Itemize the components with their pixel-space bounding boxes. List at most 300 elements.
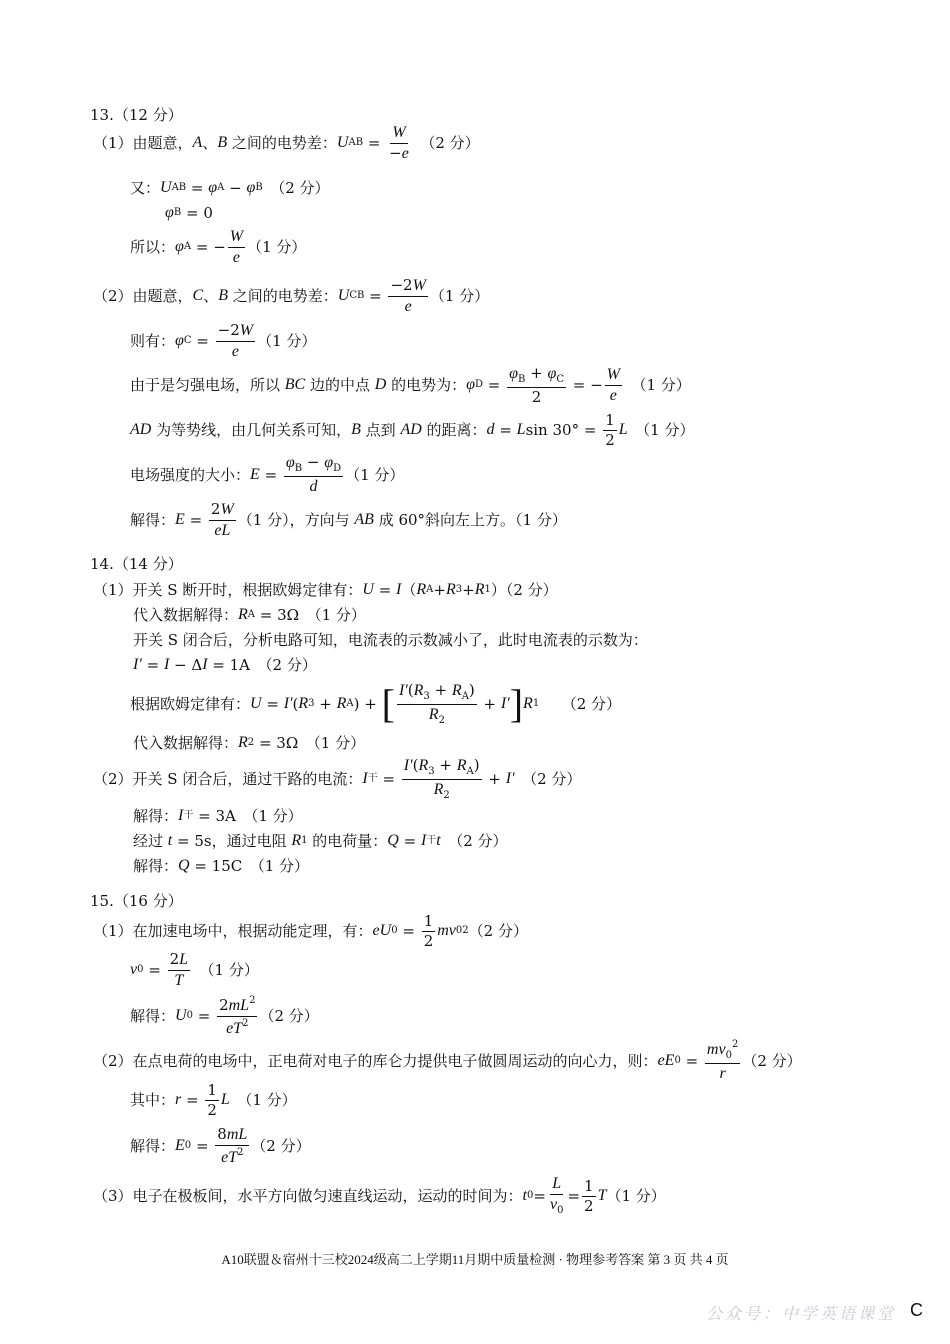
fraction bbox=[228, 229, 245, 266]
denominator bbox=[205, 1101, 219, 1118]
math-symbol: W bbox=[412, 276, 426, 294]
answer-line bbox=[133, 604, 366, 626]
subscript: AB bbox=[348, 137, 364, 148]
denominator bbox=[172, 971, 185, 989]
fraction bbox=[209, 499, 236, 539]
math-symbol: E bbox=[250, 466, 260, 483]
fraction bbox=[387, 125, 411, 162]
text: = bbox=[192, 1006, 216, 1025]
math-symbol: U bbox=[336, 134, 349, 151]
math-symbol: E bbox=[175, 511, 185, 528]
fraction bbox=[397, 680, 477, 726]
subscript: 3 bbox=[455, 584, 463, 595]
text: （2 分） bbox=[539, 694, 622, 713]
math-symbol: eL bbox=[214, 521, 231, 539]
subscript: CB bbox=[349, 290, 365, 301]
text: = bbox=[373, 580, 397, 599]
math-symbol: eE bbox=[657, 1052, 675, 1069]
subscript: 0 bbox=[455, 925, 463, 936]
text: 经过 bbox=[133, 831, 168, 850]
fraction bbox=[168, 949, 190, 989]
answer-line bbox=[130, 363, 691, 406]
math-symbol: mL bbox=[226, 1125, 248, 1143]
subscript: 2 bbox=[438, 714, 445, 726]
text: 、 bbox=[202, 133, 218, 152]
text: = bbox=[483, 375, 506, 394]
numerator bbox=[402, 755, 482, 780]
text: = bbox=[261, 694, 284, 713]
text: = bbox=[377, 769, 400, 788]
denominator bbox=[432, 780, 452, 801]
text: （ bbox=[401, 580, 417, 599]
answer-line bbox=[130, 227, 307, 266]
numerator bbox=[550, 1176, 563, 1195]
answer-line bbox=[130, 1124, 311, 1166]
math-symbol: I′ bbox=[505, 770, 515, 787]
text: = 0 bbox=[181, 203, 213, 222]
text: ）（2 分） bbox=[490, 580, 558, 599]
math-symbol: I′ bbox=[398, 681, 408, 699]
text: = bbox=[363, 133, 386, 152]
math-symbol: W bbox=[229, 227, 244, 245]
math-symbol: I′ bbox=[403, 756, 413, 774]
page-footer: A10联盟＆宿州十三校2024级高二上学期11月期中质量检测 · 物理参考答案 第 3 页 共 4 页 bbox=[221, 1252, 729, 1267]
math-symbol: R bbox=[413, 681, 424, 699]
text: 解得： bbox=[130, 1006, 176, 1025]
text: （2 分） bbox=[251, 1136, 311, 1155]
answer-line bbox=[93, 755, 582, 801]
math-symbol: e bbox=[231, 342, 239, 360]
subscript: A bbox=[217, 182, 225, 193]
subscript: B bbox=[173, 207, 182, 218]
math-symbol: eT bbox=[221, 1148, 238, 1166]
text: 1 bbox=[423, 911, 434, 930]
text: （1 分） bbox=[229, 1090, 297, 1109]
text: = bbox=[533, 1186, 546, 1205]
math-symbol: BC bbox=[284, 376, 306, 393]
math-symbol: R bbox=[336, 695, 347, 712]
text: （1）在加速电场中，根据动能定理，有： bbox=[93, 921, 373, 940]
answer-line bbox=[130, 1080, 297, 1119]
text: = bbox=[186, 178, 209, 197]
fraction bbox=[605, 367, 622, 404]
answer-line bbox=[130, 410, 695, 449]
text: − bbox=[389, 143, 402, 162]
answer-line bbox=[133, 805, 303, 827]
math-symbol: v bbox=[549, 1196, 558, 1213]
text: 根据欧姆定律有： bbox=[130, 694, 251, 713]
math-symbol: t bbox=[436, 832, 441, 849]
text: （2）在点电荷的电场中，正电荷对电子的库仑力提供电子做圆周运动的向心力，则： bbox=[93, 1051, 658, 1070]
math-symbol: T bbox=[597, 1187, 607, 1204]
math-symbol: mL bbox=[228, 996, 250, 1014]
text: = − bbox=[191, 237, 226, 256]
subscript: A bbox=[247, 609, 256, 620]
text: = bbox=[141, 655, 164, 674]
text: = bbox=[181, 1090, 204, 1109]
math-symbol: R bbox=[291, 832, 302, 849]
math-symbol: W bbox=[392, 123, 406, 141]
corner-mark: C bbox=[910, 1300, 923, 1320]
math-symbol: φ bbox=[547, 364, 557, 382]
subscript: B bbox=[294, 463, 303, 474]
text: −2 bbox=[217, 320, 240, 339]
answer-line bbox=[93, 579, 558, 601]
text: ( bbox=[407, 680, 414, 699]
text: 15.（16 分） bbox=[90, 891, 183, 910]
math-symbol: L bbox=[618, 421, 628, 438]
math-symbol: e bbox=[232, 248, 241, 266]
text: = bbox=[397, 921, 420, 940]
math-symbol: AD bbox=[130, 421, 152, 438]
text: 、 bbox=[203, 286, 219, 305]
numerator bbox=[216, 320, 255, 342]
math-symbol: φ bbox=[324, 454, 334, 471]
numerator bbox=[228, 229, 245, 248]
answer-line bbox=[130, 994, 319, 1037]
text: 14.（14 分） bbox=[90, 554, 183, 573]
text: （1 分） bbox=[247, 237, 307, 256]
fraction bbox=[603, 410, 617, 449]
superscript: 2 bbox=[237, 1146, 244, 1158]
subscript: 0 bbox=[725, 1050, 732, 1061]
answer-line bbox=[133, 855, 309, 877]
text: = bbox=[494, 420, 517, 439]
text: （1 分） bbox=[429, 286, 490, 305]
math-symbol: Q bbox=[387, 832, 399, 849]
text: 解得： bbox=[133, 806, 179, 825]
math-symbol: I bbox=[163, 656, 170, 673]
subscript: 1 bbox=[532, 698, 540, 709]
superscript: 2 bbox=[242, 1017, 249, 1029]
text: 2 bbox=[169, 949, 180, 968]
text: （1 分） bbox=[345, 465, 405, 484]
text: 的距离： bbox=[421, 420, 487, 439]
subscript: 0 bbox=[527, 1190, 534, 1201]
text: = bbox=[680, 1051, 703, 1070]
text: （3）电子在极板间，水平方向做匀速直线运动，运动的时间为： bbox=[93, 1186, 523, 1205]
text: + bbox=[434, 755, 457, 774]
text: 2 bbox=[423, 931, 434, 950]
text: 13.（12 分） bbox=[90, 105, 183, 124]
math-symbol: d bbox=[309, 478, 318, 495]
math-symbol: I′ bbox=[133, 656, 142, 673]
subscript: 1 bbox=[484, 584, 491, 595]
text: ) bbox=[468, 680, 475, 699]
text: 点到 bbox=[360, 420, 401, 439]
subscript: 3 bbox=[423, 690, 430, 702]
subscript: 干 bbox=[183, 810, 194, 821]
text: （1 分） bbox=[627, 420, 695, 439]
math-symbol: B bbox=[351, 421, 361, 438]
text: = bbox=[398, 831, 421, 850]
fraction bbox=[507, 363, 566, 406]
fraction bbox=[705, 1040, 740, 1082]
fraction bbox=[205, 1080, 219, 1119]
math-symbol: R bbox=[523, 695, 533, 712]
math-symbol: I bbox=[420, 832, 427, 849]
answer-line bbox=[93, 1175, 666, 1216]
math-symbol: φ bbox=[175, 238, 184, 255]
math-symbol: T bbox=[174, 971, 184, 989]
subscript: 干 bbox=[426, 835, 437, 846]
answer-line bbox=[130, 949, 259, 989]
fraction bbox=[548, 1176, 565, 1216]
numerator bbox=[217, 996, 257, 1017]
subscript: AB bbox=[171, 182, 187, 193]
math-symbol: R bbox=[456, 756, 467, 774]
text: = bbox=[184, 510, 207, 529]
subscript: A bbox=[426, 584, 434, 595]
subscript: 0 bbox=[137, 964, 144, 975]
text: 的电势为： bbox=[386, 375, 467, 394]
text: 为等势线，由几何关系可知， bbox=[151, 420, 352, 439]
subscript: 0 bbox=[674, 1055, 681, 1066]
text: 又： bbox=[130, 178, 161, 197]
answer-line bbox=[133, 830, 508, 852]
answer-line bbox=[93, 275, 490, 315]
numerator bbox=[168, 949, 190, 971]
superscript: 2 bbox=[249, 994, 256, 1006]
text: = 3A （1 分） bbox=[193, 806, 303, 825]
text: 其中： bbox=[130, 1090, 176, 1109]
numerator bbox=[705, 1040, 740, 1064]
answer-line bbox=[130, 680, 622, 726]
subscript: 1 bbox=[301, 835, 308, 846]
text: = 3Ω （1 分） bbox=[254, 733, 366, 752]
denominator bbox=[548, 1195, 565, 1216]
text: 2 bbox=[210, 499, 221, 518]
watermark: 公众号：中学英语课堂 bbox=[706, 1304, 897, 1323]
math-symbol: φ bbox=[165, 204, 174, 221]
denominator bbox=[403, 297, 414, 315]
math-symbol: U bbox=[175, 1007, 187, 1024]
math-symbol: L bbox=[179, 950, 189, 968]
text: ) bbox=[473, 755, 480, 774]
answer-line bbox=[93, 1039, 802, 1082]
text: + bbox=[525, 363, 548, 382]
text: （2 分） bbox=[742, 1051, 802, 1070]
text: （2 分） bbox=[412, 133, 480, 152]
bracket: [ bbox=[381, 681, 395, 726]
subscript: 0 bbox=[186, 1010, 193, 1021]
superscript: 2 bbox=[731, 1039, 739, 1050]
subscript: B bbox=[255, 182, 263, 193]
text: （2）由题意， bbox=[93, 286, 193, 305]
math-symbol: R bbox=[418, 756, 429, 774]
text: （1）由题意， bbox=[93, 133, 193, 152]
text: （1 分） bbox=[192, 960, 259, 979]
denominator bbox=[231, 248, 242, 266]
math-symbol: W bbox=[606, 365, 620, 383]
subscript: A bbox=[466, 765, 474, 777]
text: 由于是匀强电场，所以 bbox=[130, 375, 285, 394]
math-symbol: R bbox=[416, 581, 427, 598]
text: 则有： bbox=[130, 331, 176, 350]
math-symbol: B bbox=[218, 287, 229, 304]
answer-line bbox=[130, 320, 317, 360]
text: （2）开关 S 闭合后，通过干路的电流： bbox=[93, 769, 363, 788]
denominator bbox=[427, 705, 447, 726]
math-symbol: φ bbox=[175, 332, 184, 349]
math-symbol: I bbox=[362, 770, 368, 787]
denominator bbox=[212, 521, 232, 539]
subscript: D bbox=[474, 379, 484, 390]
math-symbol: t bbox=[167, 832, 173, 849]
text: 的电荷量： bbox=[307, 831, 388, 850]
text: ( bbox=[292, 694, 299, 713]
text: −2 bbox=[390, 275, 413, 294]
text: = 5s，通过电阻 bbox=[172, 831, 292, 850]
math-symbol: R bbox=[445, 581, 456, 598]
text: = bbox=[259, 465, 282, 484]
text: （1）开关 S 断开时，根据欧姆定律有： bbox=[93, 580, 363, 599]
text: = bbox=[143, 960, 166, 979]
math-symbol: R bbox=[428, 705, 439, 723]
bracket: ] bbox=[509, 681, 524, 726]
math-symbol: R bbox=[238, 606, 248, 623]
math-symbol: R bbox=[298, 695, 309, 712]
text: 电场强度的大小： bbox=[130, 465, 251, 484]
answer-line bbox=[133, 732, 365, 754]
text: + bbox=[433, 580, 446, 599]
subscript: 3 bbox=[428, 765, 435, 777]
text: 解得： bbox=[130, 510, 176, 529]
math-symbol: R bbox=[433, 780, 444, 798]
subscript: B bbox=[517, 373, 526, 385]
text: （2 分） bbox=[468, 921, 528, 940]
math-symbol: B bbox=[217, 134, 228, 151]
answer-line bbox=[90, 890, 183, 912]
text: 解得： bbox=[130, 1136, 176, 1155]
math-symbol: φ bbox=[466, 376, 475, 393]
math-symbol: e bbox=[401, 144, 409, 162]
math-symbol: t bbox=[522, 1187, 527, 1204]
denominator bbox=[603, 431, 617, 448]
math-symbol: e bbox=[609, 386, 617, 404]
text: 1 bbox=[605, 410, 615, 429]
answer-line bbox=[93, 911, 528, 950]
math-symbol: I bbox=[396, 581, 402, 598]
subscript: 0 bbox=[557, 1205, 564, 1216]
text: sin 30° = bbox=[525, 420, 602, 439]
denominator bbox=[530, 388, 544, 405]
fraction bbox=[217, 996, 257, 1037]
math-symbol: W bbox=[239, 321, 254, 339]
text: = 1A （2 分） bbox=[207, 655, 317, 674]
math-symbol: I′ bbox=[283, 695, 293, 712]
answer-line bbox=[133, 629, 648, 651]
subscript: C bbox=[556, 373, 564, 385]
numerator bbox=[507, 363, 566, 388]
math-symbol: R bbox=[474, 581, 485, 598]
text: （1 分），方向与 bbox=[237, 510, 355, 529]
text: = bbox=[364, 286, 387, 305]
subscript: 0 bbox=[184, 1140, 192, 1151]
text: （1 分） bbox=[257, 331, 317, 350]
answer-line bbox=[130, 499, 567, 539]
text: + bbox=[483, 769, 506, 788]
text: − bbox=[302, 453, 325, 471]
math-symbol: AD bbox=[400, 421, 422, 438]
subscript: D bbox=[333, 463, 342, 474]
math-symbol: U bbox=[160, 179, 172, 196]
math-symbol: e bbox=[404, 297, 412, 315]
denominator bbox=[422, 932, 436, 949]
text: − bbox=[224, 178, 247, 197]
superscript: 2 bbox=[462, 925, 469, 936]
text: 2 bbox=[605, 430, 615, 449]
math-symbol: φ bbox=[208, 179, 218, 196]
math-symbol: R bbox=[451, 681, 462, 699]
fraction bbox=[215, 1124, 249, 1166]
text: ( bbox=[412, 755, 419, 774]
fraction bbox=[388, 275, 427, 315]
math-symbol: φ bbox=[509, 364, 518, 382]
text: 成 60°斜向左上方。（1 分） bbox=[373, 510, 567, 529]
math-symbol: U bbox=[250, 695, 262, 712]
text: 所以： bbox=[130, 237, 176, 256]
numerator bbox=[388, 275, 427, 297]
answer-line bbox=[90, 104, 183, 126]
text: = 3Ω （1 分） bbox=[255, 605, 366, 624]
text: + bbox=[429, 680, 452, 699]
denominator bbox=[582, 1197, 596, 1214]
text: = bbox=[567, 1186, 581, 1205]
denominator bbox=[387, 144, 411, 162]
numerator bbox=[284, 455, 343, 477]
answer-line bbox=[130, 453, 405, 495]
numerator bbox=[605, 367, 622, 386]
math-symbol: AB bbox=[354, 511, 374, 528]
answer-line bbox=[165, 202, 213, 224]
answer-line bbox=[133, 654, 317, 676]
text: = − bbox=[567, 375, 603, 394]
subscript: A bbox=[183, 241, 192, 252]
text: 代入数据解得： bbox=[133, 605, 239, 624]
numerator bbox=[397, 680, 477, 705]
denominator bbox=[718, 1064, 728, 1082]
subscript: 2 bbox=[247, 737, 255, 748]
math-symbol: d bbox=[486, 421, 495, 438]
subscript: 2 bbox=[443, 789, 450, 801]
math-symbol: Q bbox=[178, 857, 190, 874]
denominator bbox=[608, 386, 619, 404]
text: = bbox=[191, 331, 214, 350]
subscript: 3 bbox=[308, 698, 315, 709]
math-symbol: A bbox=[192, 134, 203, 151]
text: 边的中点 bbox=[305, 375, 375, 394]
subscript: 干 bbox=[367, 773, 378, 784]
math-symbol: W bbox=[220, 500, 234, 518]
numerator bbox=[205, 1080, 219, 1101]
numerator bbox=[422, 911, 436, 932]
subscript: A bbox=[346, 698, 354, 709]
subscript: A bbox=[461, 690, 469, 702]
math-symbol: v bbox=[130, 961, 138, 978]
text: 2 bbox=[219, 995, 229, 1014]
numerator bbox=[582, 1176, 596, 1197]
numerator bbox=[215, 1124, 249, 1146]
subscript: 0 bbox=[391, 925, 398, 936]
math-symbol: I′ bbox=[500, 695, 510, 712]
text: + bbox=[478, 694, 501, 713]
text: （2 分） bbox=[259, 1006, 319, 1025]
fraction bbox=[422, 911, 436, 950]
subscript: C bbox=[183, 335, 192, 346]
numerator bbox=[390, 125, 407, 144]
fraction bbox=[284, 455, 343, 495]
